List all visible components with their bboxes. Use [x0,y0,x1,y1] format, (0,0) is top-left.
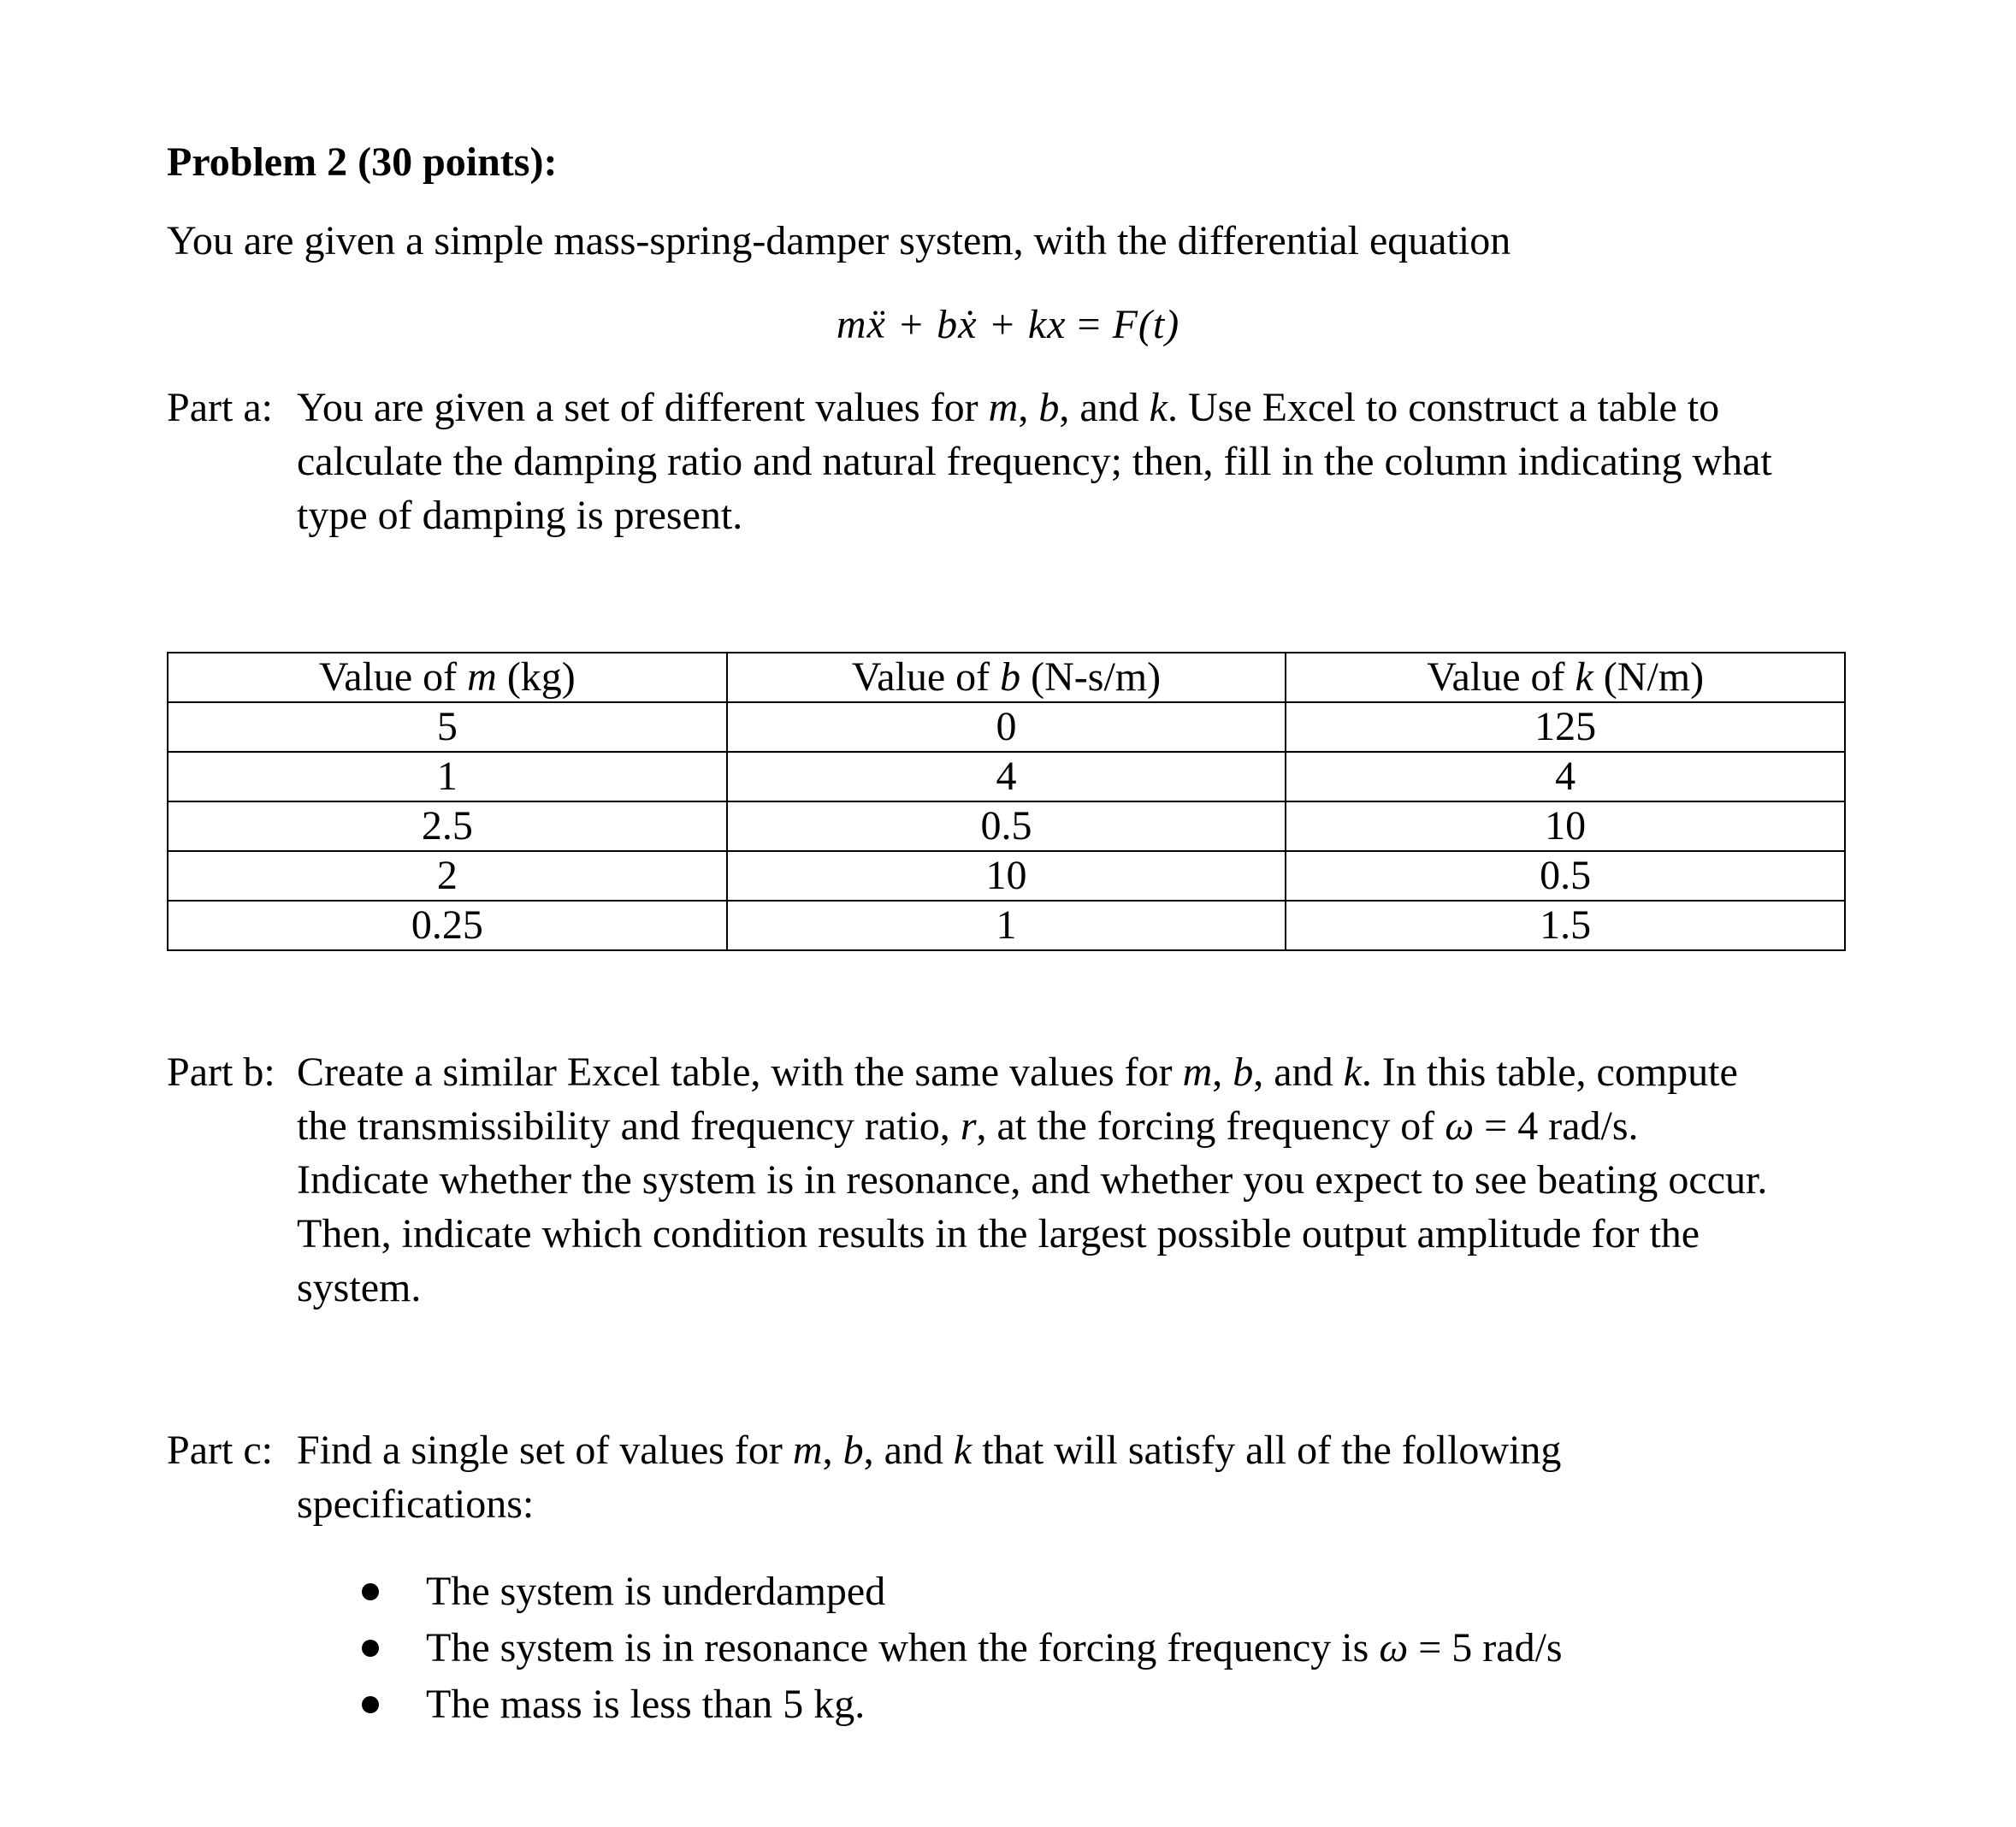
equation-lhs: mẍ + bẋ + kx [836,302,1067,347]
cell-k: 0.5 [1286,851,1845,901]
var-m: m [1182,1049,1213,1095]
header-text: Value of [851,654,1001,700]
part-a-line-1 [297,381,1860,435]
var-k: k [1149,385,1168,430]
part-c-line-2: specifications: [297,1481,535,1527]
part-c-text [297,1423,1860,1531]
var-k: k [1343,1049,1362,1095]
part-b-line-1 [297,1045,1860,1099]
cell-m: 5 [168,702,727,752]
part-c-label: Part c: [167,1428,273,1473]
values-table [167,652,1846,951]
cell-m: 1 [168,752,727,801]
spec-text: = 5 rad/s [1408,1625,1563,1670]
table-row [168,901,1845,950]
cell-b: 10 [727,851,1286,901]
var-omega: ω [1379,1625,1409,1670]
part-b-line-5: system. [297,1265,422,1310]
cell-b: 0 [727,702,1286,752]
list-item [167,1676,1563,1733]
text-segment: . In this table, compute [1361,1049,1738,1095]
table-row [168,752,1845,801]
problem-intro: You are given a simple mass-spring-damper system, with the differential equation [167,218,1511,263]
text-segment: , [1212,1049,1233,1095]
cell-k: 125 [1286,702,1845,752]
part-c-line-1 [297,1423,1860,1477]
cell-m: 2 [168,851,727,901]
var-m: m [988,385,1019,430]
table-row [168,702,1845,752]
var-b: b [1233,1049,1254,1095]
problem-title: Problem 2 (30 points): [167,139,558,185]
text-segment: Find a single set of values for [297,1428,793,1473]
part-a-label: Part a: [167,385,273,430]
var-omega: ω [1445,1103,1475,1149]
text-segment: , and [863,1428,954,1473]
table-row [168,851,1845,901]
text-segment: the transmissibility and frequency ratio, [297,1103,961,1149]
equation-equals: = [1066,302,1113,347]
header-text: Value of [1427,654,1576,700]
specifications-list [167,1564,1563,1733]
header-damping [727,653,1286,702]
part-b-text [297,1045,1860,1315]
text-segment: , and [1059,385,1150,430]
part-a-line-3: type of damping is present. [297,493,743,538]
list-item [167,1620,1563,1676]
cell-b: 1 [727,901,1286,950]
cell-k: 4 [1286,752,1845,801]
text-segment: You are given a set of different values for [297,385,989,430]
cell-k: 1.5 [1286,901,1845,950]
var-r: r [960,1103,977,1149]
header-stiffness [1286,653,1845,702]
spec-text: The system is in resonance when the forcing frequency is [426,1625,1380,1670]
spec-text: The mass is less than 5 kg. [426,1682,866,1727]
cell-b: 4 [727,752,1286,801]
var-m: m [467,654,497,700]
var-b: b [1038,385,1060,430]
text-segment: = 4 rad/s. [1474,1103,1639,1149]
table-header-row [168,653,1845,702]
text-segment: , [1018,385,1039,430]
text-segment: that will satisfy all of the following [972,1428,1562,1473]
bullet-icon [362,1640,379,1657]
text-segment: . Use Excel to construct a table to [1167,385,1720,430]
header-unit: (kg) [496,654,576,700]
header-unit: (N/m) [1593,654,1705,700]
header-mass [168,653,727,702]
var-m: m [792,1428,823,1473]
var-k: k [953,1428,973,1473]
text-segment: , and [1253,1049,1344,1095]
list-item [167,1564,1563,1620]
part-b-label: Part b: [167,1049,275,1095]
cell-m: 0.25 [168,901,727,950]
part-a-line-2: calculate the damping ratio and natural frequency; then, fill in the column indicating what [297,439,1772,484]
cell-m: 2.5 [168,801,727,851]
header-text: Value of [318,654,468,700]
differential-equation [0,299,2016,351]
part-b-line-4: Then, indicate which condition results in the largest possible output amplitude for the [297,1211,1700,1256]
bullet-icon [362,1696,379,1713]
bullet-icon [362,1583,379,1600]
var-b: b [842,1428,864,1473]
equation-rhs: F(t) [1112,302,1180,347]
var-b: b [1000,654,1021,700]
part-a-text [297,381,1860,542]
cell-b: 0.5 [727,801,1286,851]
cell-k: 10 [1286,801,1845,851]
var-k: k [1575,654,1593,700]
header-unit: (N-s/m) [1020,654,1162,700]
part-b-line-2 [297,1099,1860,1153]
text-segment: , at the forcing frequency of [976,1103,1445,1149]
text-segment: Create a similar Excel table, with the same values for [297,1049,1183,1095]
part-b-line-3: Indicate whether the system is in resonance, and whether you expect to see beating occur. [297,1157,1768,1203]
spec-text: The system is underdamped [426,1569,886,1614]
text-segment: , [822,1428,843,1473]
table-row [168,801,1845,851]
